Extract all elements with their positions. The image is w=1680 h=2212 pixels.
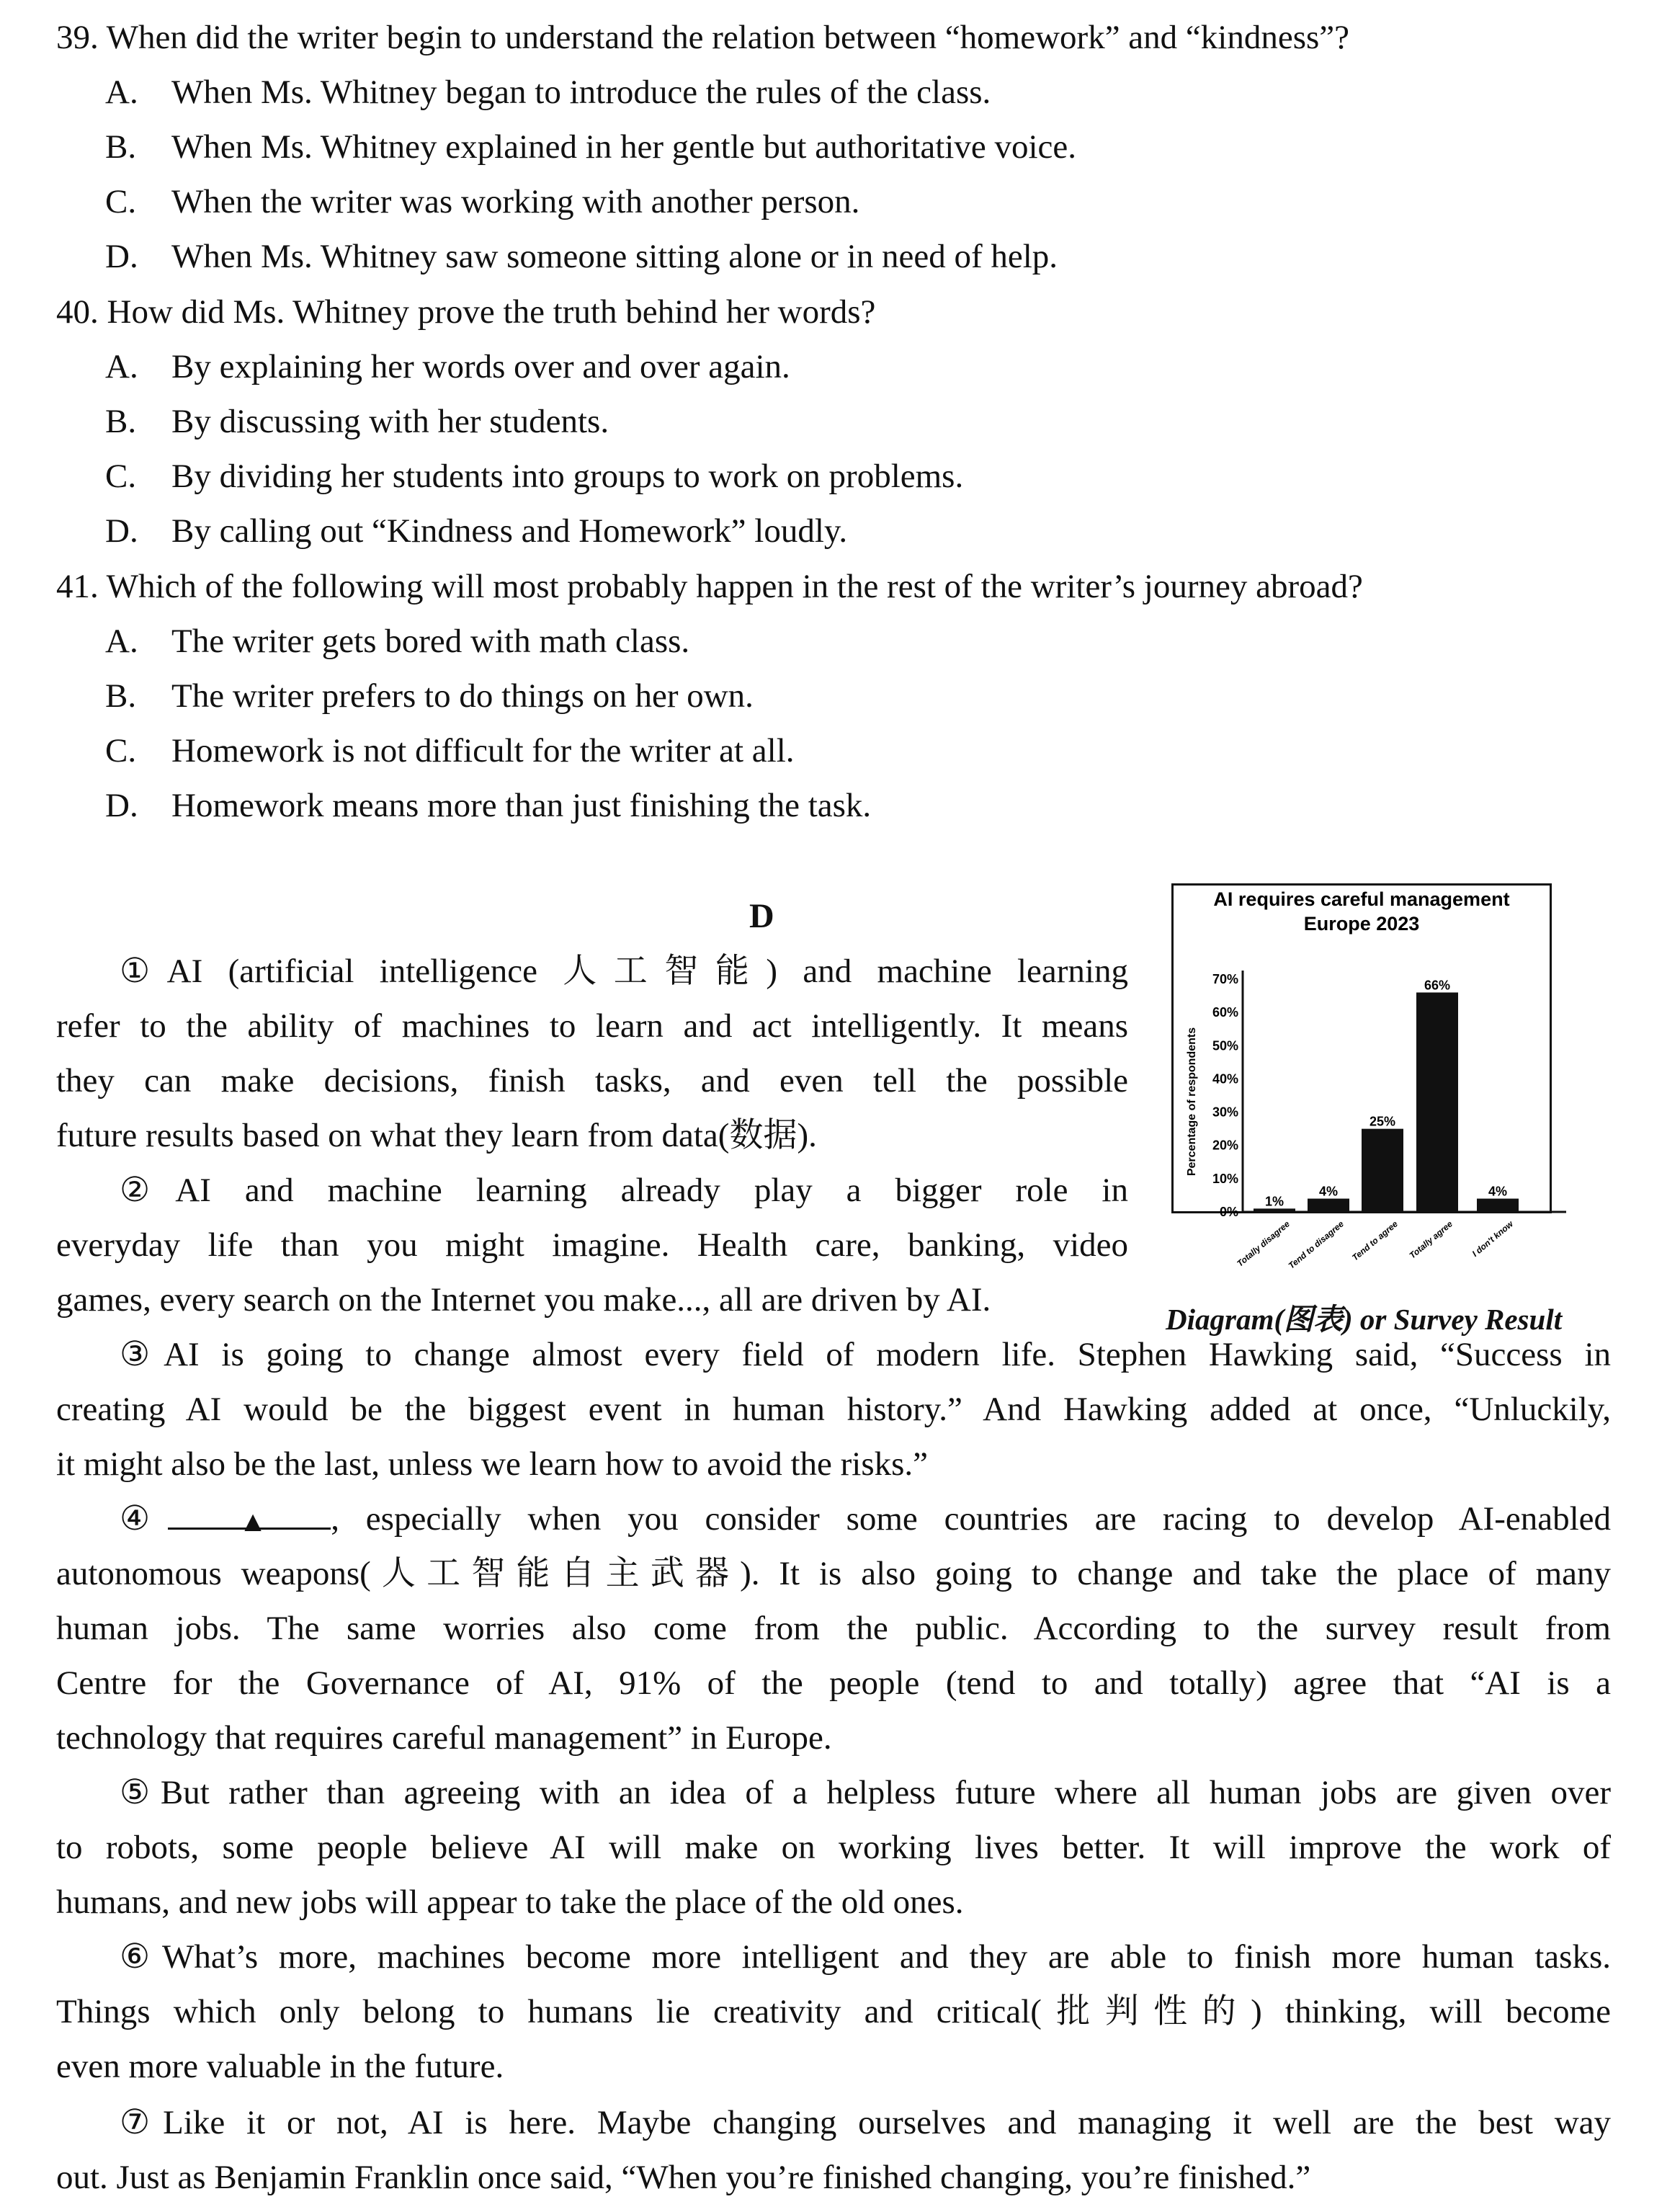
option-text: By discussing with her students. [171, 403, 609, 440]
answer-option [105, 72, 991, 112]
paragraph-1 [56, 944, 1128, 1163]
passage-line: ⑤But rather than agreeing with an idea of a helpless future where all human jobs are given over [120, 1774, 1611, 1811]
bar-4 [1477, 1199, 1519, 1212]
passage-line: games, every search on the Internet you make..., all are driven by AI. [56, 1281, 991, 1319]
option-letter: B. [105, 677, 137, 715]
option-letter: A. [105, 73, 138, 111]
bar-value-label: 1% [1264, 1194, 1284, 1209]
bar-2 [1362, 1129, 1403, 1212]
passage-line: technology that requires careful management” in Europe. [56, 1719, 832, 1757]
passage-line: ⑦Like it or not, AI is here. Maybe changing ourselves and managing it well are the best way [120, 2104, 1611, 2141]
x-category-label: Tend to disagree [1286, 1218, 1346, 1271]
bar-0 [1254, 1208, 1295, 1212]
paragraph-3 [56, 1327, 1611, 1491]
question-stem: 39. When did the writer begin to understand the relation between “homework” and “kindness”? [56, 19, 1349, 56]
bar-value-label: 66% [1424, 978, 1451, 993]
passage-line: creating AI would be the biggest event in human history.” And Hawking added at once, “Unluckily, [56, 1391, 1611, 1428]
option-text: When the writer was working with another person. [171, 183, 860, 220]
passage-text: , especially when you consider some countries are racing to develop AI-enabled [331, 1500, 1611, 1538]
x-category-label: Totally agree [1407, 1218, 1455, 1261]
y-tick-label: 60% [1212, 1005, 1238, 1020]
bar-value-label: 25% [1369, 1114, 1396, 1129]
option-text: When Ms. Whitney began to introduce the rules of the class. [171, 73, 991, 111]
chart-y-axis-label: Percentage of respondents [1186, 1027, 1198, 1177]
option-text: Homework is not difficult for the writer at all. [171, 732, 795, 770]
option-letter: C. [105, 732, 137, 770]
passage-line: ①AI (artificial intelligence 人工智能) and machine learning [120, 953, 1128, 990]
option-letter: B. [105, 128, 137, 166]
answer-option [105, 182, 859, 222]
y-tick-label: 50% [1212, 1038, 1238, 1053]
answer-option [105, 785, 871, 826]
answer-option [105, 731, 795, 771]
passage-line: refer to the ability of machines to learn and act intelligently. It means [56, 1007, 1128, 1045]
survey-chart [1171, 883, 1552, 1271]
option-text: When Ms. Whitney saw someone sitting alone or in need of help. [171, 238, 1058, 275]
answer-option [105, 621, 689, 661]
survey-chart-svg [1174, 886, 1550, 1271]
answer-option [105, 676, 754, 716]
y-tick-label: 0% [1219, 1205, 1238, 1219]
passage-line: autonomous weapons(人工智能自主武器). It is also going to change and take the place of many [56, 1555, 1611, 1592]
question-stem: 40. How did Ms. Whitney prove the truth behind her words? [56, 293, 876, 331]
question-stem: 41. Which of the following will most probably happen in the rest of the writer’s journey abroad? [56, 568, 1363, 605]
option-text: The writer prefers to do things on her own. [171, 677, 754, 715]
option-text: By calling out “Kindness and Homework” loudly. [171, 512, 848, 550]
chart-caption: Diagram(图表) or Survey Result [1166, 1303, 1563, 1336]
passage-line: everyday life than you might imagine. Health care, banking, video [56, 1226, 1128, 1264]
passage-line: to robots, some people believe AI will make on working lives better. It will improve the work of [56, 1829, 1611, 1866]
paragraph-6 [56, 1930, 1611, 2094]
passage-line: ③AI is going to change almost every field of modern life. Stephen Hawking said, “Success in [120, 1336, 1611, 1373]
chart-subtitle: Europe 2023 [1303, 913, 1420, 935]
section-letter: D [749, 897, 774, 935]
answer-option [105, 347, 790, 387]
chart-title: AI requires careful management [1213, 888, 1510, 910]
option-letter: D. [105, 787, 138, 824]
y-tick-label: 70% [1212, 972, 1238, 986]
x-category-label: Totally disagree [1235, 1218, 1292, 1269]
answer-option [105, 127, 1076, 167]
option-letter: C. [105, 183, 137, 220]
passage-line: humans, and new jobs will appear to take the place of the old ones. [56, 1883, 964, 1921]
passage-line: even more valuable in the future. [56, 2048, 504, 2085]
option-text: By explaining her words over and over again. [171, 348, 790, 385]
x-category-label: I don't know [1470, 1218, 1515, 1259]
y-tick-label: 20% [1212, 1138, 1238, 1153]
bar-1 [1308, 1199, 1349, 1212]
answer-option [105, 401, 609, 442]
y-tick-label: 10% [1212, 1171, 1238, 1186]
option-letter: D. [105, 238, 138, 275]
paragraph-4 [56, 1491, 1611, 1765]
passage-line: Centre for the Governance of AI, 91% of the people (tend to and totally) agree that “AI is a [56, 1664, 1611, 1702]
paragraph-2 [56, 1163, 1128, 1327]
bar-3 [1416, 992, 1458, 1212]
paragraph-number: ④ [120, 1500, 169, 1538]
option-letter: B. [105, 403, 137, 440]
passage-line [56, 1491, 1611, 1546]
x-category-label: Tend to agree [1349, 1218, 1400, 1263]
answer-option [105, 456, 963, 496]
paragraph-5 [56, 1765, 1611, 1930]
passage-line: they can make decisions, finish tasks, and even tell the possible [56, 1062, 1128, 1100]
option-text: When Ms. Whitney explained in her gentle but authoritative voice. [171, 128, 1077, 166]
passage-line: it might also be the last, unless we learn how to avoid the risks.” [56, 1445, 929, 1483]
option-text: The writer gets bored with math class. [171, 623, 690, 660]
paragraph-7 [56, 2095, 1611, 2205]
passage-line: human jobs. The same worries also come from the public. According to the survey result from [56, 1610, 1611, 1647]
passage-line: future results based on what they learn from data(数据). [56, 1117, 817, 1154]
answer-option [105, 511, 847, 551]
y-tick-label: 40% [1212, 1071, 1238, 1087]
passage-line: Things which only belong to humans lie creativity and critical(批判性的) thinking, will become [56, 1993, 1611, 2030]
option-text: Homework means more than just finishing the task. [171, 787, 872, 824]
bar-value-label: 4% [1318, 1184, 1339, 1199]
blank-triangle-icon: ▲ [238, 1505, 267, 1538]
answer-option [105, 236, 1058, 277]
passage-line: out. Just as Benjamin Franklin once said, “When you’re finished changing, you’re finished.” [56, 2159, 1311, 2196]
option-text: By dividing her students into groups to work on problems. [171, 458, 964, 495]
bar-value-label: 4% [1488, 1184, 1508, 1199]
option-letter: C. [105, 458, 137, 495]
y-tick-label: 30% [1212, 1105, 1238, 1120]
passage-line: ②AI and machine learning already play a bigger role in [120, 1172, 1128, 1209]
answer-blank [168, 1499, 331, 1538]
passage-line: ⑥What’s more, machines become more intelligent and they are able to finish more human tasks. [120, 1938, 1611, 1976]
option-letter: A. [105, 348, 138, 385]
option-letter: D. [105, 512, 138, 550]
option-letter: A. [105, 623, 138, 660]
